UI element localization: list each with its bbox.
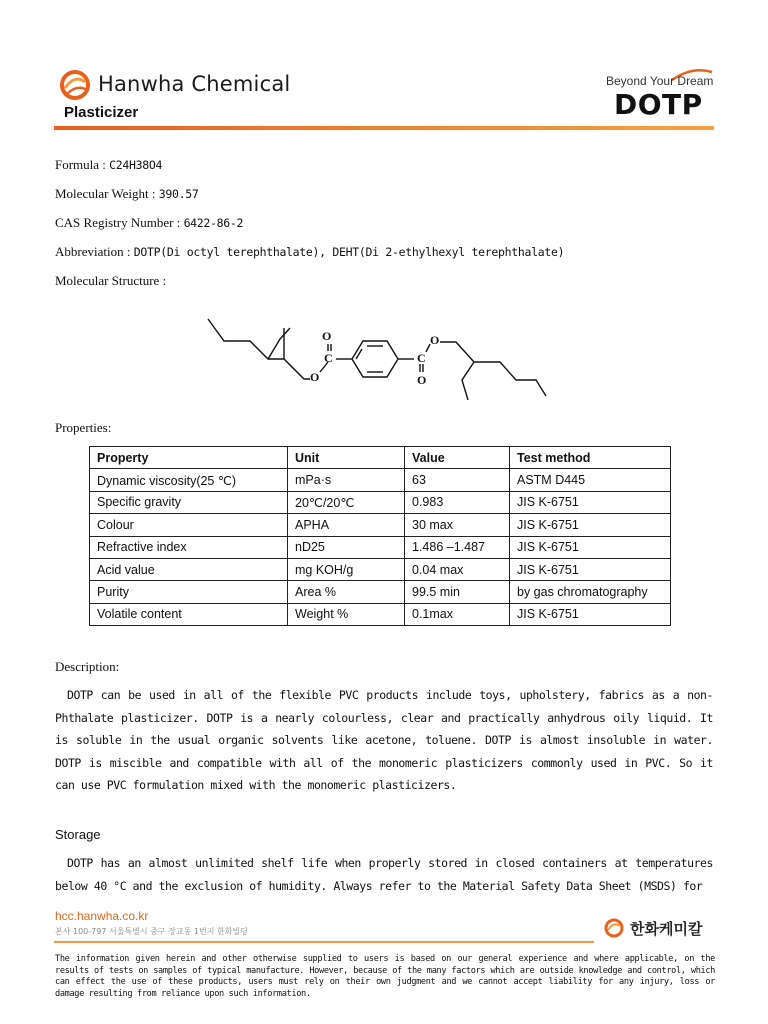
table-cell: 99.5 min: [405, 581, 510, 603]
company-address: 본사 100-797 서울특별시 중구 장교동 1번지 한화빌딩: [55, 927, 248, 936]
storage-title: Storage: [55, 827, 101, 842]
cas-number-field: [55, 215, 243, 231]
table-cell: Refractive index: [90, 536, 288, 558]
company-name: Hanwha Chemical: [98, 72, 291, 96]
table-cell: 63: [405, 469, 510, 491]
table-cell: Specific gravity: [90, 491, 288, 513]
table-cell: 20℃/20℃: [288, 491, 405, 513]
column-header: Value: [405, 447, 510, 469]
description-body: DOTP can be used in all of the flexible PVC products include toys, upholstery, fabrics as a non-Phthalate plasticizer. DOTP is a nearly colourless, clear and practically anhydrous oily liquid. It is soluble in the usual organic solvents like acetone, toluene. DOTP is almost insoluble in water. DOTP is miscible and compatible with all of the monomeric plasticizers commonly used in PVC. So it can use PVC formulation mixed with the monomeric plasticizers.: [55, 688, 713, 792]
table-cell: APHA: [288, 514, 405, 536]
table-cell: ASTM D445: [510, 469, 671, 491]
table-row: [90, 558, 671, 580]
table-cell: 0.1max: [405, 603, 510, 625]
cas-number-label: CAS Registry Number :: [55, 215, 184, 230]
table-cell: JIS K-6751: [510, 536, 671, 558]
table-cell: Acid value: [90, 558, 288, 580]
table-cell: JIS K-6751: [510, 491, 671, 513]
molecular-weight-value: 390.57: [158, 187, 199, 201]
storage-body: DOTP has an almost unlimited shelf life when properly stored in closed containers at temperatures below 40 °C and the exclusion of humidity. Always refer to the Material Safety Data Sheet (MSDS) for: [55, 856, 713, 893]
table-cell: Dynamic viscosity(25 ℃): [90, 469, 288, 491]
column-header: Property: [90, 447, 288, 469]
table-row: [90, 603, 671, 625]
website-link[interactable]: hcc.hanwha.co.kr: [55, 909, 149, 923]
table-cell: Colour: [90, 514, 288, 536]
abbreviation-label: Abbreviation :: [55, 244, 134, 259]
table-cell: 0.983: [405, 491, 510, 513]
table-cell: nD25: [288, 536, 405, 558]
table-header-row: [90, 447, 671, 469]
formula-field: [55, 157, 162, 173]
properties-table: [89, 446, 671, 626]
product-title: DOTP: [614, 88, 703, 121]
description-title: Description:: [55, 659, 120, 674]
hanwha-logo-icon: [603, 917, 625, 939]
formula-label: Formula :: [55, 157, 110, 172]
atom-label: O: [417, 373, 427, 387]
table-cell: 30 max: [405, 514, 510, 536]
table-cell: Area %: [288, 581, 405, 603]
atom-label: C: [324, 351, 333, 365]
molecular-structure-label: Molecular Structure :: [55, 273, 167, 288]
header-divider: [54, 126, 714, 130]
atom-label: C: [417, 351, 426, 365]
table-cell: JIS K-6751: [510, 603, 671, 625]
korean-company-logo: 한화케미칼: [630, 920, 703, 938]
storage-text: [55, 852, 713, 897]
table-cell: 0.04 max: [405, 558, 510, 580]
hanwha-logo-icon: [58, 68, 92, 102]
description-text: [55, 684, 713, 797]
table-cell: Volatile content: [90, 603, 288, 625]
product-category: Plasticizer: [64, 104, 139, 121]
atom-label: O: [310, 370, 320, 384]
legal-disclaimer: The information given herein and other otherwise supplied to users is based on our general experience and where applicable, on the results of tests on samples of typical manufacture. However, because of the many factors which are outside knowledge and control, which can effect the use of these products, users must rely on their own judgment and we cannot accept liability for any injury, loss or damage resulting from reliance upon such information.: [55, 954, 715, 999]
table-cell: JIS K-6751: [510, 514, 671, 536]
footer-divider: [54, 941, 594, 943]
atom-label: O: [430, 333, 440, 347]
table-cell: mPa·s: [288, 469, 405, 491]
formula-value: C24H38O4: [109, 158, 163, 172]
cas-number-value: 6422-86-2: [183, 216, 244, 230]
table-row: [90, 581, 671, 603]
molecular-weight-label: Molecular Weight :: [55, 186, 159, 201]
table-cell: mg KOH/g: [288, 558, 405, 580]
table-row: [90, 514, 671, 536]
abbreviation-value: DOTP(Di octyl terephthalate), DEHT(Di 2-ethylhexyl terephthalate): [133, 245, 565, 259]
table-row: [90, 491, 671, 513]
molecular-structure-diagram: [200, 314, 550, 406]
table-cell: Weight %: [288, 603, 405, 625]
table-cell: by gas chromatography: [510, 581, 671, 603]
table-row: [90, 469, 671, 491]
table-row: [90, 536, 671, 558]
abbreviation-field: [55, 244, 564, 260]
table-cell: Purity: [90, 581, 288, 603]
column-header: Test method: [510, 447, 671, 469]
column-header: Unit: [288, 447, 405, 469]
brand-slogan: Beyond Your Dream: [606, 74, 714, 88]
molecular-weight-field: [55, 186, 199, 202]
table-cell: JIS K-6751: [510, 558, 671, 580]
atom-label: O: [322, 329, 332, 343]
table-cell: 1.486 –1.487: [405, 536, 510, 558]
properties-title: Properties:: [55, 420, 112, 435]
